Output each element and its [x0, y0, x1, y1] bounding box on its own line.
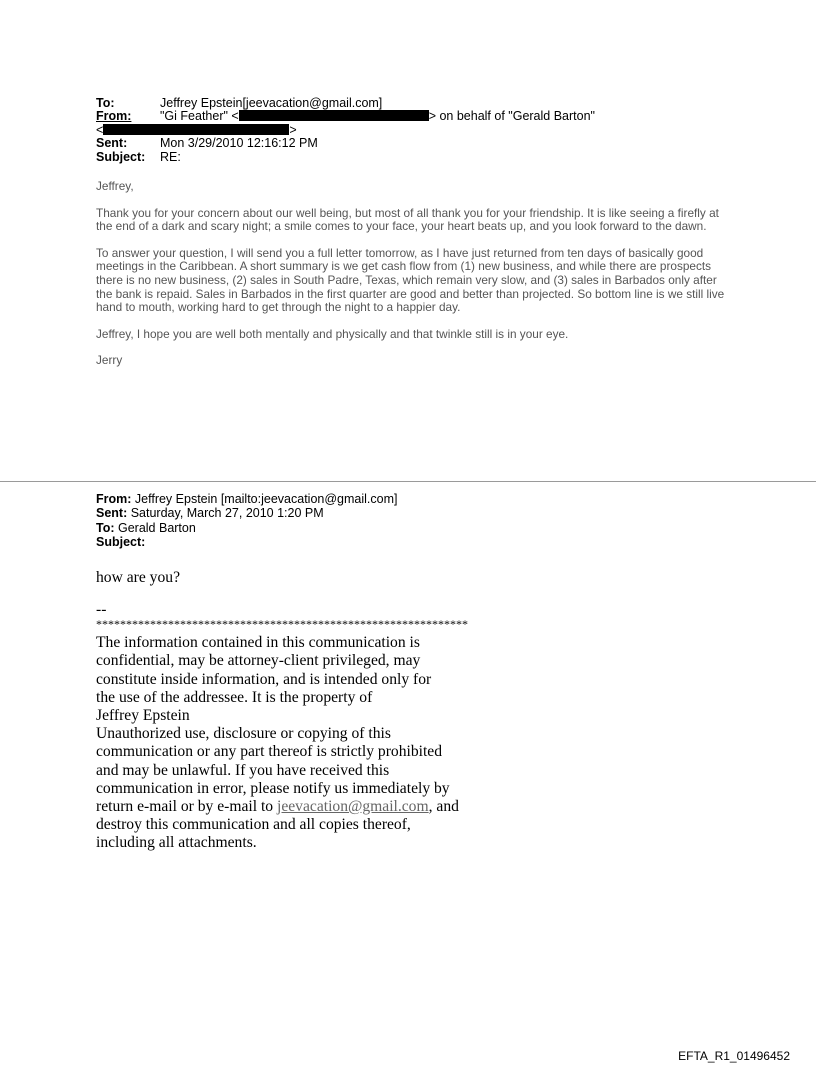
email-header: [96, 97, 736, 164]
from-label: From:: [96, 109, 132, 124]
orig-from-label: From:: [96, 492, 132, 506]
subject-value: RE:: [160, 149, 181, 164]
disclaimer-post-link: , and: [428, 798, 459, 816]
from-line2: [96, 124, 297, 137]
orig-to-label: To:: [96, 520, 115, 535]
orig-to-value: Gerald Barton: [114, 520, 196, 535]
disclaimer-pre-link: return e-mail or by e-mail to: [96, 798, 277, 816]
disclaimer-line: communication in error, please notify us immediately by: [96, 779, 450, 797]
redaction-block: [239, 110, 429, 121]
disclaimer-line: The information contained in this communication is: [96, 634, 420, 652]
disclaimer: [96, 634, 576, 852]
from-name: "Gi Feather" <: [160, 109, 239, 124]
sent-value: Mon 3/29/2010 12:16:12 PM: [160, 136, 318, 151]
orig-body-text: how are you?: [96, 569, 180, 586]
disclaimer-line: constitute inside information, and is intended only for: [96, 670, 432, 688]
from-line2-start: <: [96, 122, 104, 137]
disclaimer-line-with-link: [96, 798, 576, 816]
document-id: EFTA_R1_01496452: [678, 1049, 790, 1063]
orig-from-row: [96, 492, 397, 506]
from-row: [96, 110, 736, 123]
signature-stars: **************************************************************: [96, 617, 468, 632]
from-value: [160, 110, 595, 123]
from-suffix: > on behalf of "Gerald Barton": [428, 109, 595, 124]
sent-label: Sent:: [96, 136, 128, 151]
from-line2-end: >: [289, 122, 297, 137]
disclaimer-line: communication or any part thereof is strictly prohibited: [96, 743, 443, 761]
reply-body: [96, 180, 726, 381]
orig-from-value: Jeffrey Epstein [mailto:jeevacation@gmail.com]: [131, 492, 398, 506]
redaction-block: [103, 124, 289, 135]
reply-paragraph-2: To answer your question, I will send you a full letter tomorrow, as I have just returned from ten days of basically good meetings in the Caribbean. A short summary is we get cash flow from (1) new business, and while there are prospects there is no new business, (2) sales in South Padre, Texas, which remain very slow, and (3) sales in Barbados only after the bank is repaid. Sales in Barbados in the first quarter are good and better than projected. So bottom line is we still live hand to mouth, working hard to get through the night to a happier day.: [96, 245, 725, 315]
to-row: [96, 97, 736, 110]
sent-row: [96, 137, 736, 150]
disclaimer-line: Jeffrey Epstein: [96, 707, 190, 725]
disclaimer-line: and may be unlawful. If you have received this: [96, 761, 390, 779]
disclaimer-line: including all attachments.: [96, 834, 257, 852]
original-message-body: [96, 569, 576, 853]
orig-sent-value: Saturday, March 27, 2010 1:20 PM: [127, 506, 324, 521]
email-link[interactable]: jeevacation@gmail.com: [277, 798, 429, 816]
disclaimer-line: Unauthorized use, disclosure or copying of this: [96, 725, 391, 743]
subject-label: Subject:: [96, 149, 146, 164]
original-message-header: [96, 492, 397, 550]
reply-greeting: Jeffrey,: [96, 179, 134, 193]
orig-sent-label: Sent:: [96, 506, 128, 521]
message-divider: [0, 481, 816, 482]
reply-signoff: Jerry: [96, 353, 123, 368]
disclaimer-line: the use of the addressee. It is the property of: [96, 688, 373, 706]
disclaimer-line: confidential, may be attorney-client privileged, may: [96, 652, 421, 670]
disclaimer-line: destroy this communication and all copies thereof,: [96, 816, 411, 834]
subject-row: [96, 151, 736, 164]
to-value: Jeffrey Epstein[jeevacation@gmail.com]: [160, 96, 383, 110]
signature-dashes: --: [96, 601, 107, 619]
to-label: To:: [96, 96, 115, 110]
reply-paragraph-1: Thank you for your concern about our well being, but most of all thank you for your friendship. It is like seeing a firefly at the end of a dark and scary night; a smile comes to your face, your heart beats up, and you look forward to the dawn.: [96, 205, 719, 234]
from-row-continued: [96, 124, 736, 137]
orig-subject-label: Subject:: [96, 535, 146, 550]
orig-to-row: [96, 521, 397, 535]
orig-subject-row: [96, 535, 397, 549]
reply-paragraph-3: Jeffrey, I hope you are well both mentally and physically and that twinkle still is in your eye.: [96, 326, 569, 341]
orig-sent-row: [96, 506, 397, 520]
